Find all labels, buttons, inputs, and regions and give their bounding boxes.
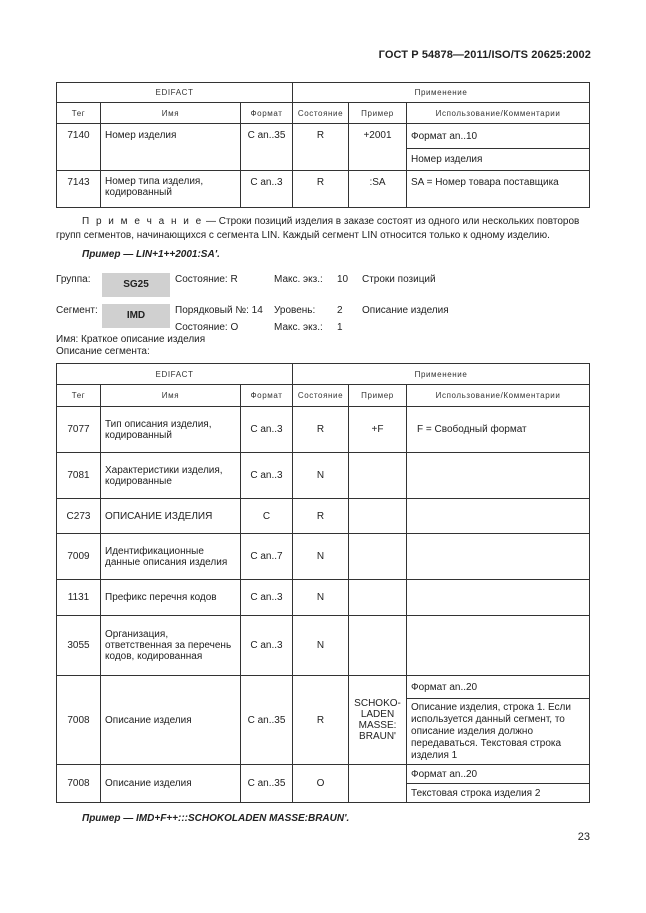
example-lin: Пример — LIN+1++2001:SA'. — [82, 249, 220, 260]
segment-max-label: Макс. экз.: — [274, 322, 323, 333]
cell-name: Номер типа изделия, кодированный — [101, 171, 241, 208]
col-usage: Использование/Комментарии — [407, 103, 590, 124]
col-usage: Использование/Комментарии — [407, 385, 590, 407]
table-imd-segment — [56, 363, 590, 803]
cell-example — [349, 534, 407, 580]
table-lin-segment — [56, 82, 590, 208]
col-name: Имя — [101, 385, 241, 407]
table-row — [57, 407, 590, 453]
cell-name: Описание изделия — [101, 765, 241, 803]
cell-status: R — [293, 407, 349, 453]
document-header: ГОСТ Р 54878—2011/ISO/TS 20625:2002 — [378, 49, 591, 61]
cell-name: Номер изделия — [101, 124, 241, 171]
edifact-header: EDIFACT — [57, 83, 293, 103]
segment-desc-line: Описание сегмента: — [56, 346, 150, 357]
segment-label: Сегмент: — [56, 305, 98, 316]
cell-status: R — [293, 124, 349, 171]
segment-level-label: Уровень: — [274, 305, 316, 316]
col-format: Формат — [241, 385, 293, 407]
cell-name: Идентификационные данные описания изделия — [101, 534, 241, 580]
edifact-header: EDIFACT — [57, 364, 293, 385]
cell-format: C an..3 — [241, 171, 293, 208]
table-row — [57, 124, 590, 149]
example-imd: Пример — IMD+F++:::SCHOKOLADEN MASSE:BRAUN'. — [82, 813, 350, 824]
cell-example — [349, 765, 407, 803]
cell-usage — [407, 499, 590, 534]
note-text: Строки позиций изделия в заказе состоят из одного или нескольких повторов групп сегментов, начинающихся с сегмента LIN. Каждый сегмент LIN относится только к одному изделию. — [56, 216, 580, 241]
table-row — [57, 534, 590, 580]
table-column-header — [57, 385, 590, 407]
col-example: Пример — [349, 103, 407, 124]
cell-status: R — [293, 676, 349, 765]
cell-usage: Описание изделия, строка 1. Если используется данный сегмент, то описание изделия должно передаваться. Текстовая строка изделия 1 — [407, 699, 590, 765]
cell-example: +2001 — [349, 124, 407, 171]
cell-status: R — [293, 171, 349, 208]
table-group-header — [57, 83, 590, 103]
note-paragraph — [56, 215, 589, 243]
cell-status: R — [293, 499, 349, 534]
cell-status: N — [293, 616, 349, 676]
col-tag: Тег — [57, 385, 101, 407]
cell-format: C an..35 — [241, 124, 293, 171]
cell-format: C — [241, 499, 293, 534]
col-example: Пример — [349, 385, 407, 407]
col-status: Состояние — [293, 103, 349, 124]
table-group-header — [57, 364, 590, 385]
table-row — [57, 765, 590, 784]
cell-name: Тип описания изделия, кодированный — [101, 407, 241, 453]
cell-status: N — [293, 580, 349, 616]
cell-name: Организация, ответственная за перечень кодов, кодированная — [101, 616, 241, 676]
application-header: Применение — [293, 83, 590, 103]
group-code-box: SG25 — [102, 273, 170, 297]
cell-format: C an..3 — [241, 407, 293, 453]
name-line: Имя: Краткое описание изделия — [56, 334, 206, 345]
cell-tag: 7140 — [57, 124, 101, 171]
cell-usage: F = Свободный формат — [407, 407, 590, 453]
group-max-value: 10 — [337, 274, 349, 285]
segment-description: Описание изделия — [362, 305, 449, 316]
cell-format: C an..3 — [241, 453, 293, 499]
cell-example — [349, 453, 407, 499]
col-tag: Тег — [57, 103, 101, 124]
segment-max-value: 1 — [337, 322, 343, 333]
group-description: Строки позиций — [362, 274, 436, 285]
cell-tag: 7081 — [57, 453, 101, 499]
cell-format: C an..3 — [241, 580, 293, 616]
cell-format: C an..35 — [241, 765, 293, 803]
table-row — [57, 676, 590, 699]
cell-tag: 7008 — [57, 765, 101, 803]
cell-usage — [407, 580, 590, 616]
cell-name: Характеристики изделия, кодированные — [101, 453, 241, 499]
cell-usage — [407, 453, 590, 499]
cell-tag: 3055 — [57, 616, 101, 676]
segment-level-value: 2 — [337, 305, 343, 316]
note-dash: — — [203, 216, 219, 227]
table-row — [57, 616, 590, 676]
application-header: Применение — [293, 364, 590, 385]
cell-name: Префикс перечня кодов — [101, 580, 241, 616]
col-format: Формат — [241, 103, 293, 124]
group-label: Группа: — [56, 274, 91, 285]
cell-example — [349, 499, 407, 534]
col-name: Имя — [101, 103, 241, 124]
group-max-label: Макс. экз.: — [274, 274, 323, 285]
cell-status: N — [293, 453, 349, 499]
cell-usage: SA = Номер товара поставщика — [407, 171, 590, 208]
cell-tag: 7143 — [57, 171, 101, 208]
cell-usage — [407, 534, 590, 580]
cell-format: C an..3 — [241, 616, 293, 676]
table-row — [57, 580, 590, 616]
cell-usage: Номер изделия — [407, 149, 590, 171]
cell-tag: 7009 — [57, 534, 101, 580]
cell-usage: Формат an..20 — [407, 676, 590, 699]
cell-tag: 7077 — [57, 407, 101, 453]
cell-usage — [407, 616, 590, 676]
cell-tag: 1131 — [57, 580, 101, 616]
cell-status: N — [293, 534, 349, 580]
cell-name: ОПИСАНИЕ ИЗДЕЛИЯ — [101, 499, 241, 534]
cell-format: C an..7 — [241, 534, 293, 580]
table-row — [57, 499, 590, 534]
cell-usage: Формат an..10 — [407, 124, 590, 149]
segment-code-box: IMD — [102, 304, 170, 328]
segment-order: Порядковый №: 14 — [175, 305, 263, 316]
col-status: Состояние — [293, 385, 349, 407]
table-row — [57, 453, 590, 499]
cell-example: :SA — [349, 171, 407, 208]
page-number: 23 — [577, 831, 590, 843]
note-label: П р и м е ч а н и е — [82, 216, 204, 227]
cell-usage: Текстовая строка изделия 2 — [407, 784, 590, 803]
cell-usage: Формат an..20 — [407, 765, 590, 784]
cell-example: +F — [349, 407, 407, 453]
cell-example: SCHOKO-LADEN MASSE: BRAUN' — [349, 676, 407, 765]
table-column-header — [57, 103, 590, 124]
cell-example — [349, 580, 407, 616]
segment-state: Состояние: O — [175, 322, 239, 333]
table-row — [57, 171, 590, 208]
cell-tag: C273 — [57, 499, 101, 534]
cell-format: C an..35 — [241, 676, 293, 765]
cell-status: O — [293, 765, 349, 803]
cell-example — [349, 616, 407, 676]
cell-tag: 7008 — [57, 676, 101, 765]
cell-name: Описание изделия — [101, 676, 241, 765]
group-state: Состояние: R — [175, 274, 238, 285]
